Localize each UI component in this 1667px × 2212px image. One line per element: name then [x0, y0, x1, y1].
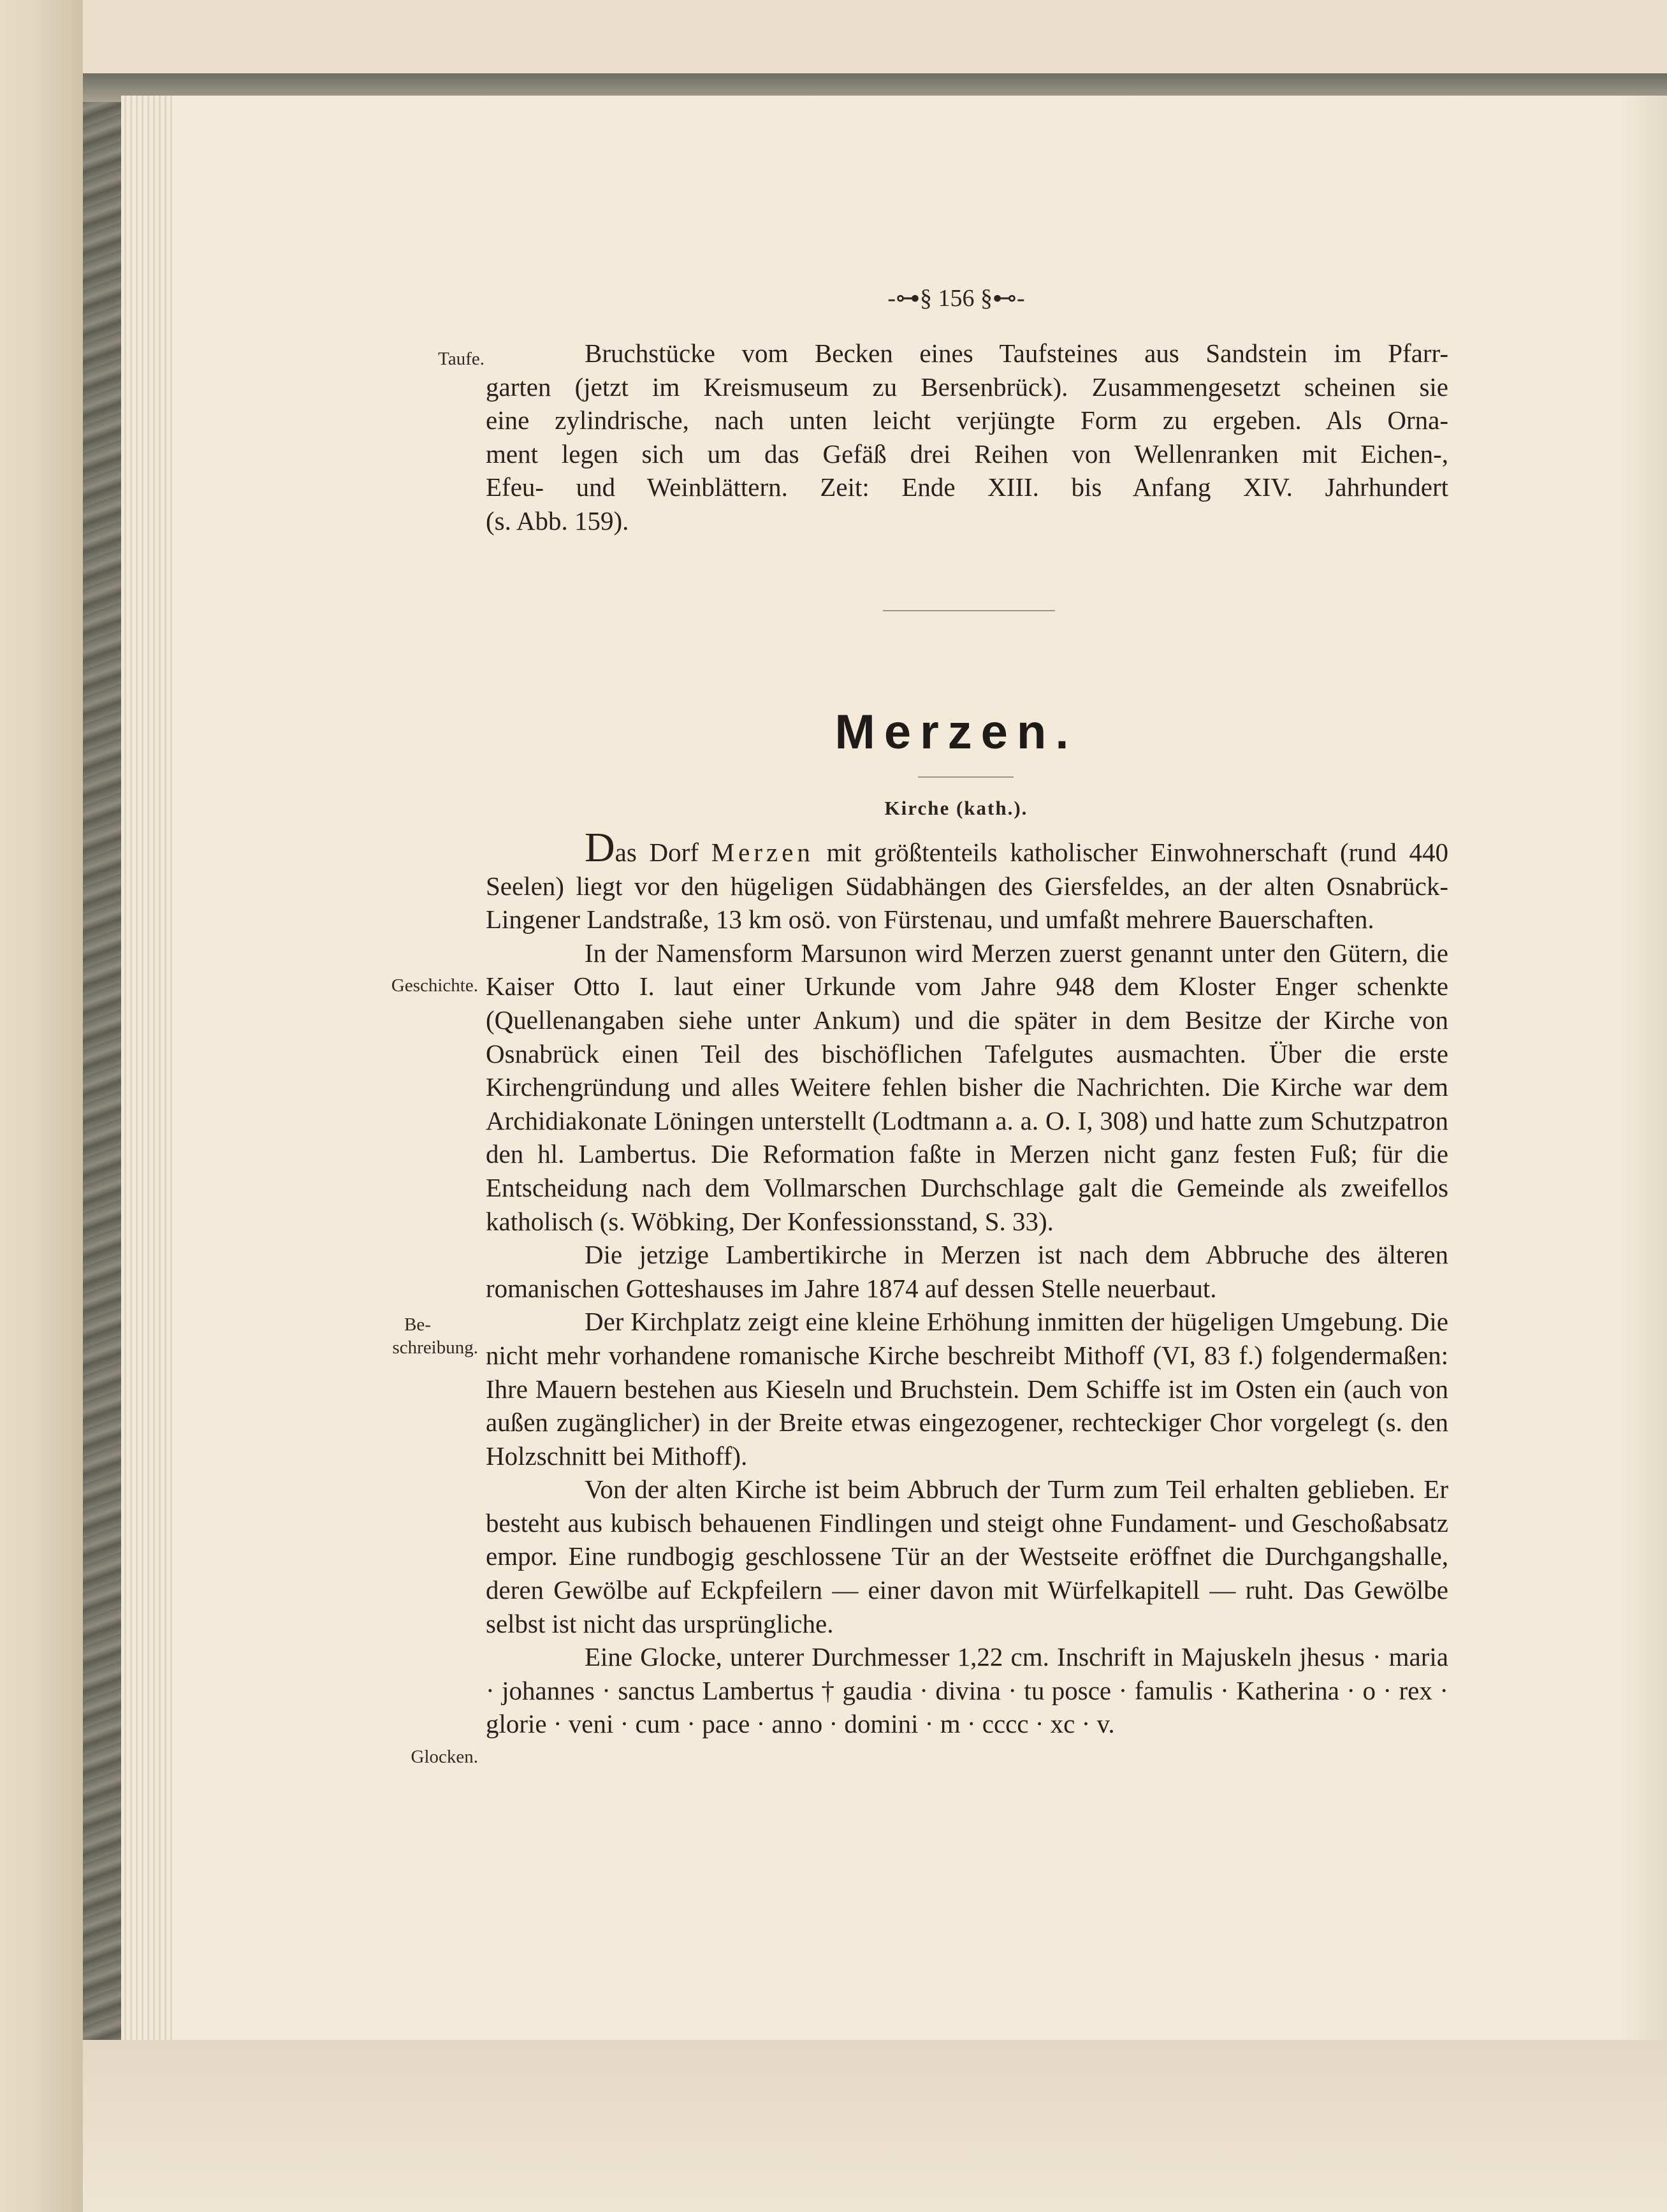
geschichte-paragraph: In der Namensform Marsunon wird Merzen zuerst genannt unter den Gütern, die Kaiser Otto I. laut einer Urkunde vom Jahre 948 dem Kloster Enger schenkte (Quellenangaben siehe unter Ankum) und die später in dem Besitze der Kirche von Osnabrück einen Teil des bischöflichen Tafelgutes ausmachten. Über die erste Kirchengründung und alles Weitere fehlen bisher die Nachrichten. Die Kirche war dem Archidiakonate Löningen unterstellt (Lodtmann a. a. O. I, 308) und hatte zum Schutzpatron den hl. Lambertus. Die Reformation faßte in Merzen nicht ganz festen Fuß; für die Entscheidung nach dem Vollmarschen Durchschlage galt die Gemeinde als zweifellos katholisch (s. Wöbking, Der Konfessionsstand, S. 33).	[486, 938, 1448, 1236]
main-text	[486, 824, 1448, 1741]
margin-note-geschichte: Geschichte.	[391, 975, 478, 996]
taufe-line-1: Bruchstücke vom Becken eines Taufsteines aus Sandstein im Pfarr-	[585, 338, 1448, 368]
intro-rest: mit größtenteils katholischer Einwohnerschaft (rund 440 Seelen) liegt vor den hügeligen Südabhängen des Giersfeldes, an der alten Osnabrück-Lingener Landstraße, 13 km osö. von Fürstenau, und umfaßt mehrere Bauerschaften.	[486, 838, 1448, 935]
section-divider	[883, 610, 1055, 611]
book-binding-board	[83, 73, 121, 2062]
margin-note-beschreibung-line2: schreibung.	[392, 1337, 478, 1358]
beschreibung-paragraph-2: Der Kirchplatz zeigt eine kleine Erhöhung inmitten der hügeligen Umgebung. Die nicht mehr vorhandene romanische Kirche beschreibt Mithoff (VI, 83 f.) folgendermaßen: Ihre Mauern bestehen aus Kieseln und Bruchstein. Dem Schiffe ist im Osten ein (auch von außen zugänglicher) in der Breite etwas eingezogener, rechteckiger Chor vorgelegt (s. den Holzschnitt bei Mithoff).	[486, 1307, 1448, 1471]
margin-note-beschreibung-line1: Be-	[404, 1314, 431, 1335]
margin-note-taufe: Taufe.	[438, 349, 484, 369]
glocken-paragraph: Eine Glocke, unterer Durchmesser 1,22 cm. Inschrift in Majuskeln jhesus · maria · johannes · sanctus Lambertus † gaudia · divina · tu posce · famulis · Katherina · o · rex · glorie · veni · cum · pace · anno · domini · m · cccc · xc · v.	[486, 1642, 1448, 1739]
margin-note-beschreibung	[357, 1313, 478, 1359]
taufe-line-3: eine zylindrische, nach unten leicht verjüngte Form zu ergeben. Als Orna-	[486, 405, 1448, 435]
page-edges	[121, 96, 172, 2059]
taufe-line-2: garten (jetzt im Kreismuseum zu Bersenbrück). Zusammengesetzt scheinen sie	[486, 372, 1448, 402]
intro-paragraph	[486, 824, 1448, 936]
taufe-line-5: Efeu- und Weinblättern. Zeit: Ende XIII. bis Anfang XIV. Jahrhundert	[486, 472, 1448, 502]
title-rule	[918, 776, 1014, 778]
taufe-line-4: ment legen sich um das Gefäß drei Reihen von Wellenranken mit Eichen-,	[486, 439, 1448, 469]
taufe-line-6: (s. Abb. 159).	[486, 506, 629, 535]
intro-first: as Dorf	[615, 838, 711, 867]
bottom-background	[83, 2040, 1667, 2212]
gutter-shade	[1619, 96, 1667, 2062]
book-cover-left	[0, 0, 83, 2212]
page-number-header: -⊶§ 156 §⊷-	[887, 285, 1025, 312]
beschreibung-paragraph-3: Von der alten Kirche ist beim Abbruch der Turm zum Teil erhalten geblieben. Er besteht aus kubisch behauenen Findlingen und steigt ohne Fundament- und Geschoßabsatz empor. Eine rundbogig geschlossene Tür an der Westseite eröffnet die Durchgangshalle, deren Gewölbe auf Eckpfeilern — einer davon mit Würfelkapitell — ruht. Das Gewölbe selbst ist nicht das ursprüngliche.	[486, 1474, 1448, 1638]
intro-place: Merzen	[711, 838, 814, 867]
beschreibung-paragraph-1: Die jetzige Lambertikirche in Merzen ist nach dem Abbruche des älteren romanischen Gotteshauses im Jahre 1874 auf dessen Stelle neuerbaut.	[486, 1240, 1448, 1303]
section-subtitle: Kirche (kath.).	[884, 797, 1028, 819]
margin-note-glocken: Glocken.	[411, 1747, 478, 1767]
drop-cap: D	[585, 824, 615, 871]
taufe-paragraph	[486, 337, 1448, 538]
section-title: Merzen.	[834, 705, 1078, 759]
